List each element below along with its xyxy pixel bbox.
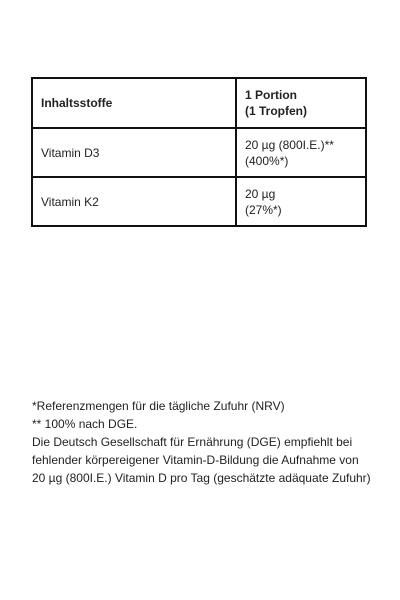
footnotes [32,397,372,487]
header-portion-label: 1 Portion (1 Tropfen) [245,88,307,118]
ingredient-name: Vitamin K2 [41,194,99,209]
header-ingredients [32,78,236,128]
header-portion [236,78,366,128]
ingredient-name-cell [32,177,236,226]
ingredient-name: Vitamin D3 [41,145,100,160]
table-row [32,128,366,177]
ingredient-amount: 20 µg (27%*) [245,186,282,217]
ingredient-amount: 20 µg (800I.E.)** (400%*) [245,137,334,168]
ingredient-amount-cell [236,128,366,177]
nutrition-table [31,77,367,227]
header-ingredients-label: Inhaltsstoffe [41,96,113,110]
footnote-nrv: *Referenzmengen für die tägliche Zufuhr (NRV) [32,399,285,413]
footnote-dge: ** 100% nach DGE. [32,417,138,431]
ingredient-name-cell [32,128,236,177]
footnote-recommendation: Die Deutsch Gesellschaft für Ernährung (DGE) empfiehlt bei fehlender körpereigener Vitamin-D-Bildung die Aufnahme von 20 µg (800I.E.) Vitamin D pro Tag (geschätzte adäquate Zufuhr) [32,435,371,485]
ingredient-amount-cell [236,177,366,226]
table-header-row [32,78,366,128]
table-row [32,177,366,226]
